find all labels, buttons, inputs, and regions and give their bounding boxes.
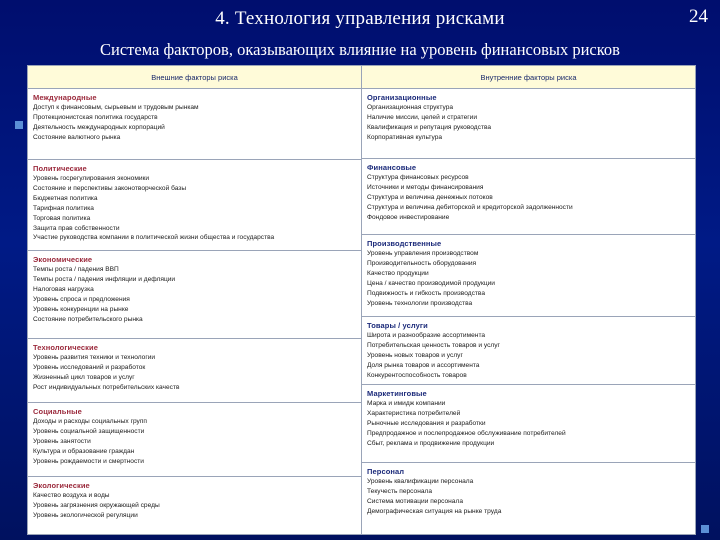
factor-item: Рост индивидуальных потребительских качеств xyxy=(33,383,180,391)
factor-group-title: Организационные xyxy=(367,93,437,102)
factor-item: Квалификация и репутация руководства xyxy=(367,123,492,131)
header-internal-factors: Внутренние факторы риска xyxy=(480,72,577,82)
slide-number: 24 xyxy=(689,6,708,27)
factor-item: Доля рынка товаров и ассортимента xyxy=(367,361,480,369)
factor-group-title: Экологические xyxy=(33,481,90,490)
factor-group xyxy=(28,251,361,339)
factor-group xyxy=(362,385,695,463)
factor-item: Уровень управления производством xyxy=(367,250,479,257)
factor-item: Рыночные исследования и разработки xyxy=(367,419,486,427)
factor-item: Жизненный цикл товаров и услуг xyxy=(33,373,135,381)
factor-group xyxy=(28,477,361,534)
factor-group-title: Финансовые xyxy=(367,163,417,172)
factor-item: Темпы роста / падения ВВП xyxy=(33,266,119,273)
factor-group xyxy=(28,89,361,160)
factor-item: Темпы роста / падения инфляции и дефляции xyxy=(33,275,176,283)
factor-item: Защита прав собственности xyxy=(33,224,120,232)
factor-item: Цена / качество производимой продукции xyxy=(367,279,495,287)
factor-item: Источники и методы финансирования xyxy=(367,183,484,191)
factor-item: Уровень рождаемости и смертности xyxy=(33,457,144,465)
factor-item: Демографическая ситуация на рынке труда xyxy=(367,507,502,515)
factor-item: Структура финансовых ресурсов xyxy=(367,174,469,181)
factor-group xyxy=(362,317,695,385)
factor-item: Качество продукции xyxy=(367,269,429,277)
slide-subtitle: Система факторов, оказывающих влияние на уровень финансовых рисков xyxy=(100,40,620,59)
factor-group xyxy=(362,235,695,317)
factor-item: Уровень госрегулирования экономики xyxy=(33,175,150,182)
factor-group-title: Персонал xyxy=(367,467,405,476)
factor-item: Качество воздуха и воды xyxy=(33,492,110,499)
factor-item: Бюджетная политика xyxy=(33,194,98,202)
factor-item: Система мотивации персонала xyxy=(367,497,463,505)
table-header xyxy=(28,66,695,89)
factor-item: Марка и имидж компании xyxy=(367,400,446,407)
factor-group-title: Социальные xyxy=(33,407,82,416)
factor-item: Тарифная политика xyxy=(33,204,94,212)
factor-item: Уровень технологии производства xyxy=(367,299,473,307)
factor-group xyxy=(28,339,361,403)
factor-group-title: Технологические xyxy=(33,343,98,352)
factor-group xyxy=(362,159,695,235)
factor-item: Подвижность и гибкость производства xyxy=(367,289,486,297)
factor-item: Корпоративная культура xyxy=(367,133,443,141)
factor-item: Текучесть персонала xyxy=(367,487,433,495)
factor-item: Фондовое инвестирование xyxy=(367,213,450,221)
factor-group-title: Маркетинговые xyxy=(367,389,427,398)
factor-item: Сбыт, реклама и продвижение продукции xyxy=(367,439,495,447)
factor-item: Конкурентоспособность товаров xyxy=(367,371,467,379)
factor-item: Уровень загрязнения окружающей среды xyxy=(33,501,160,509)
factor-item: Уровень развития техники и технологии xyxy=(33,354,156,361)
factor-item: Состояние валютного рынка xyxy=(33,133,121,141)
factor-group xyxy=(28,160,361,251)
factor-item: Характеристика потребителей xyxy=(367,409,461,417)
bullet-square-icon xyxy=(701,525,709,533)
slide-title: 4. Технология управления рисками xyxy=(215,8,505,29)
factor-item: Торговая политика xyxy=(33,214,91,222)
factor-group xyxy=(362,89,695,159)
factor-item: Структура и величина дебиторской и кредиторской задолженности xyxy=(367,203,573,211)
table-body xyxy=(28,89,695,534)
factor-group xyxy=(28,403,361,477)
factor-item: Уровень занятости xyxy=(33,437,91,445)
factor-group-title: Производственные xyxy=(367,239,442,248)
header-external-factors: Внешние факторы риска xyxy=(28,66,362,88)
factor-item: Организационная структура xyxy=(367,104,454,111)
factor-item: Состояние и перспективы законотворческой базы xyxy=(33,184,187,192)
factor-group xyxy=(362,463,695,534)
factor-item: Широта и разнообразие ассортимента xyxy=(367,332,486,339)
factor-item: Наличие миссии, целей и стратегии xyxy=(367,113,478,121)
factor-item: Уровень экологической регуляции xyxy=(33,511,138,519)
risk-factors-table xyxy=(27,65,696,535)
factor-group-title: Экономические xyxy=(33,255,93,264)
factor-item: Уровень спроса и предложения xyxy=(33,295,130,303)
factor-item: Доступ к финансовым, сырьевым и трудовым рынкам xyxy=(33,104,199,111)
factor-item: Культура и образование граждан xyxy=(33,447,135,455)
factor-item: Участие руководства компании в политической жизни общества и государства xyxy=(33,234,275,242)
factor-item: Протекционистская политика государств xyxy=(33,113,158,121)
factor-item: Уровень социальной защищенности xyxy=(33,427,145,435)
factor-item: Предпродажное и послепродажное обслуживание потребителей xyxy=(367,429,566,437)
factor-item: Доходы и расходы социальных групп xyxy=(33,418,147,425)
factor-item: Структура и величина денежных потоков xyxy=(367,193,493,201)
factor-item: Уровень квалификации персонала xyxy=(367,478,474,485)
factor-item: Потребительская ценность товаров и услуг xyxy=(367,341,500,349)
factor-group-title: Международные xyxy=(33,93,97,102)
factor-item: Налоговая нагрузка xyxy=(33,285,94,293)
external-factors-column xyxy=(28,89,362,534)
bullet-square-icon xyxy=(15,121,23,129)
factor-item: Деятельность международных корпораций xyxy=(33,123,165,131)
factor-group-title: Политические xyxy=(33,164,87,173)
factor-item: Уровень конкуренции на рынке xyxy=(33,305,129,313)
factor-item: Производительность оборудования xyxy=(367,259,477,267)
internal-factors-column xyxy=(362,89,695,534)
factor-item: Уровень новых товаров и услуг xyxy=(367,351,463,359)
factor-item: Состояние потребительского рынка xyxy=(33,315,143,323)
factor-item: Уровень исследований и разработок xyxy=(33,363,146,371)
factor-group-title: Товары / услуги xyxy=(367,321,428,330)
